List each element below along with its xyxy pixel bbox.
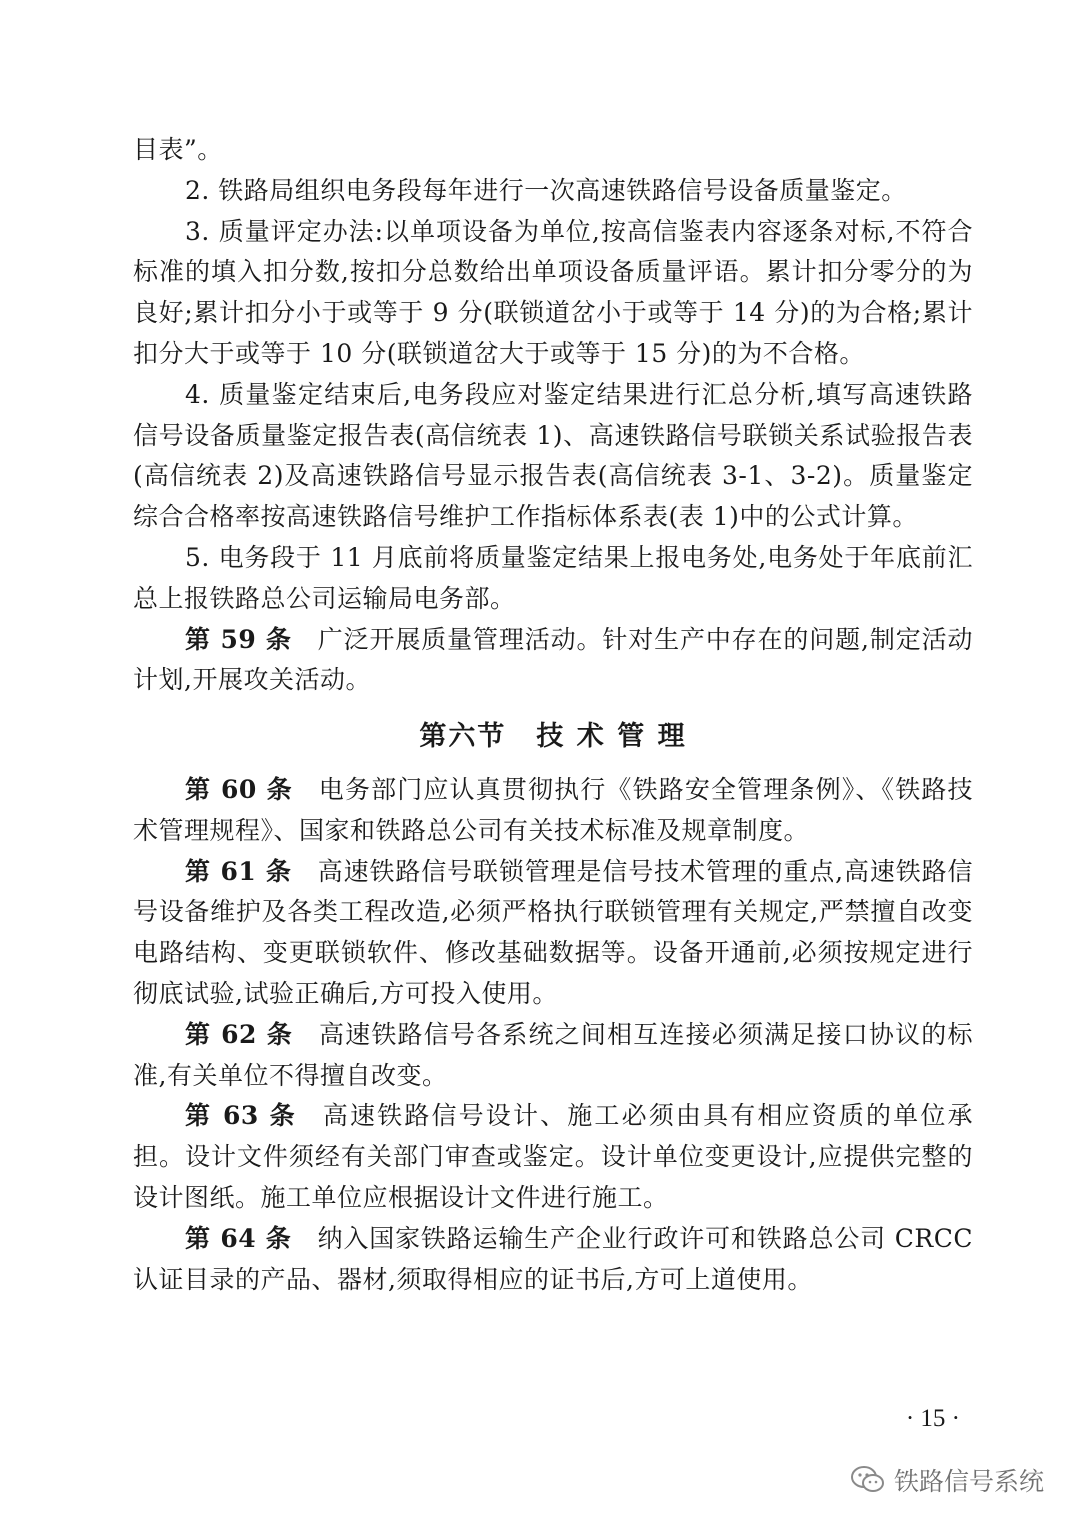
article-number: 第 64 条 — [185, 1223, 292, 1253]
section-number: 第六节 — [419, 721, 507, 753]
article-63 — [133, 1096, 973, 1218]
paragraph-item-5: 5. 电务段于 11 月底前将质量鉴定结果上报电务处,电务处于年底前汇总上报铁路总公司运输局电务部。 — [133, 542, 973, 613]
article-59 — [133, 620, 973, 702]
paragraph-item-2: 2. 铁路局组织电务段每年进行一次高速铁路信号设备质量鉴定。 — [185, 175, 907, 205]
article-number: 第 59 条 — [185, 624, 292, 654]
section-title: 技 术 管 理 — [536, 721, 687, 753]
paragraph-item-3: 3. 质量评定办法:以单项设备为单位,按高信鉴表内容逐条对标,不符合标准的填入扣分数,按扣分总数给出单项设备质量评语。累计扣分零分的为良好;累计扣分小于或等于 9 分(联锁道岔小于或等于 14 分)的为合格;累计扣分大于或等于 10 分(联锁道岔大于或等于 15 分)的为不合格。 — [133, 216, 973, 368]
article-text: 高速铁路信号设计、施工必须由具有相应资质的单位承担。设计文件须经有关部门审查或鉴定。设计单位变更设计,应提供完整的设计图纸。施工单位应根据设计文件进行施工。 — [133, 1101, 973, 1212]
watermark — [850, 1462, 1044, 1498]
watermark-text: 铁路信号系统 — [893, 1467, 1044, 1496]
article-64 — [133, 1219, 973, 1301]
article-text: 广泛开展质量管理活动。针对生产中存在的问题,制定活动计划,开展攻关活动。 — [133, 624, 974, 695]
article-text: 电务部门应认真贯彻执行《铁路安全管理条例》、《铁路技术管理规程》、国家和铁路总公司有关技术标准及规章制度。 — [133, 774, 973, 845]
article-text: 纳入国家铁路运输生产企业行政许可和铁路总公司 CRCC 认证目录的产品、器材,须取得相应的证书后,方可上道使用。 — [133, 1223, 973, 1294]
article-60 — [133, 770, 973, 852]
wechat-icon — [850, 1465, 886, 1495]
article-text: 高速铁路信号联锁管理是信号技术管理的重点,高速铁路信号设备维护及各类工程改造,必须严格执行联锁管理有关规定,严禁擅自改变电路结构、变更联锁软件、修改基础数据等。设备开通前,必须按规定进行彻底试验,试验正确后,方可投入使用。 — [133, 856, 974, 1008]
paragraph-item-4: 4. 质量鉴定结束后,电务段应对鉴定结果进行汇总分析,填写高速铁路信号设备质量鉴定报告表(高信统表 1)、高速铁路信号联锁关系试验报告表(高信统表 2)及高速铁路信号显示报告表(高信统表 3-1、3-2)。质量鉴定综合合格率按高速铁路信号维护工作指标体系表(表 1)中的公式计算。 — [133, 379, 973, 532]
section-heading — [133, 717, 973, 758]
page-number: · 15 · — [905, 1405, 960, 1432]
article-number: 第 61 条 — [185, 856, 292, 886]
article-text: 高速铁路信号各系统之间相互连接必须满足接口协议的标准,有关单位不得擅自改变。 — [133, 1019, 973, 1090]
article-number: 第 60 条 — [185, 774, 293, 804]
article-number: 第 62 条 — [185, 1019, 293, 1049]
article-61 — [133, 852, 973, 1015]
article-62 — [133, 1015, 973, 1097]
article-number: 第 63 条 — [185, 1101, 297, 1131]
paragraph-continuation: 目表”。 — [133, 135, 223, 164]
document-page — [133, 130, 973, 1300]
